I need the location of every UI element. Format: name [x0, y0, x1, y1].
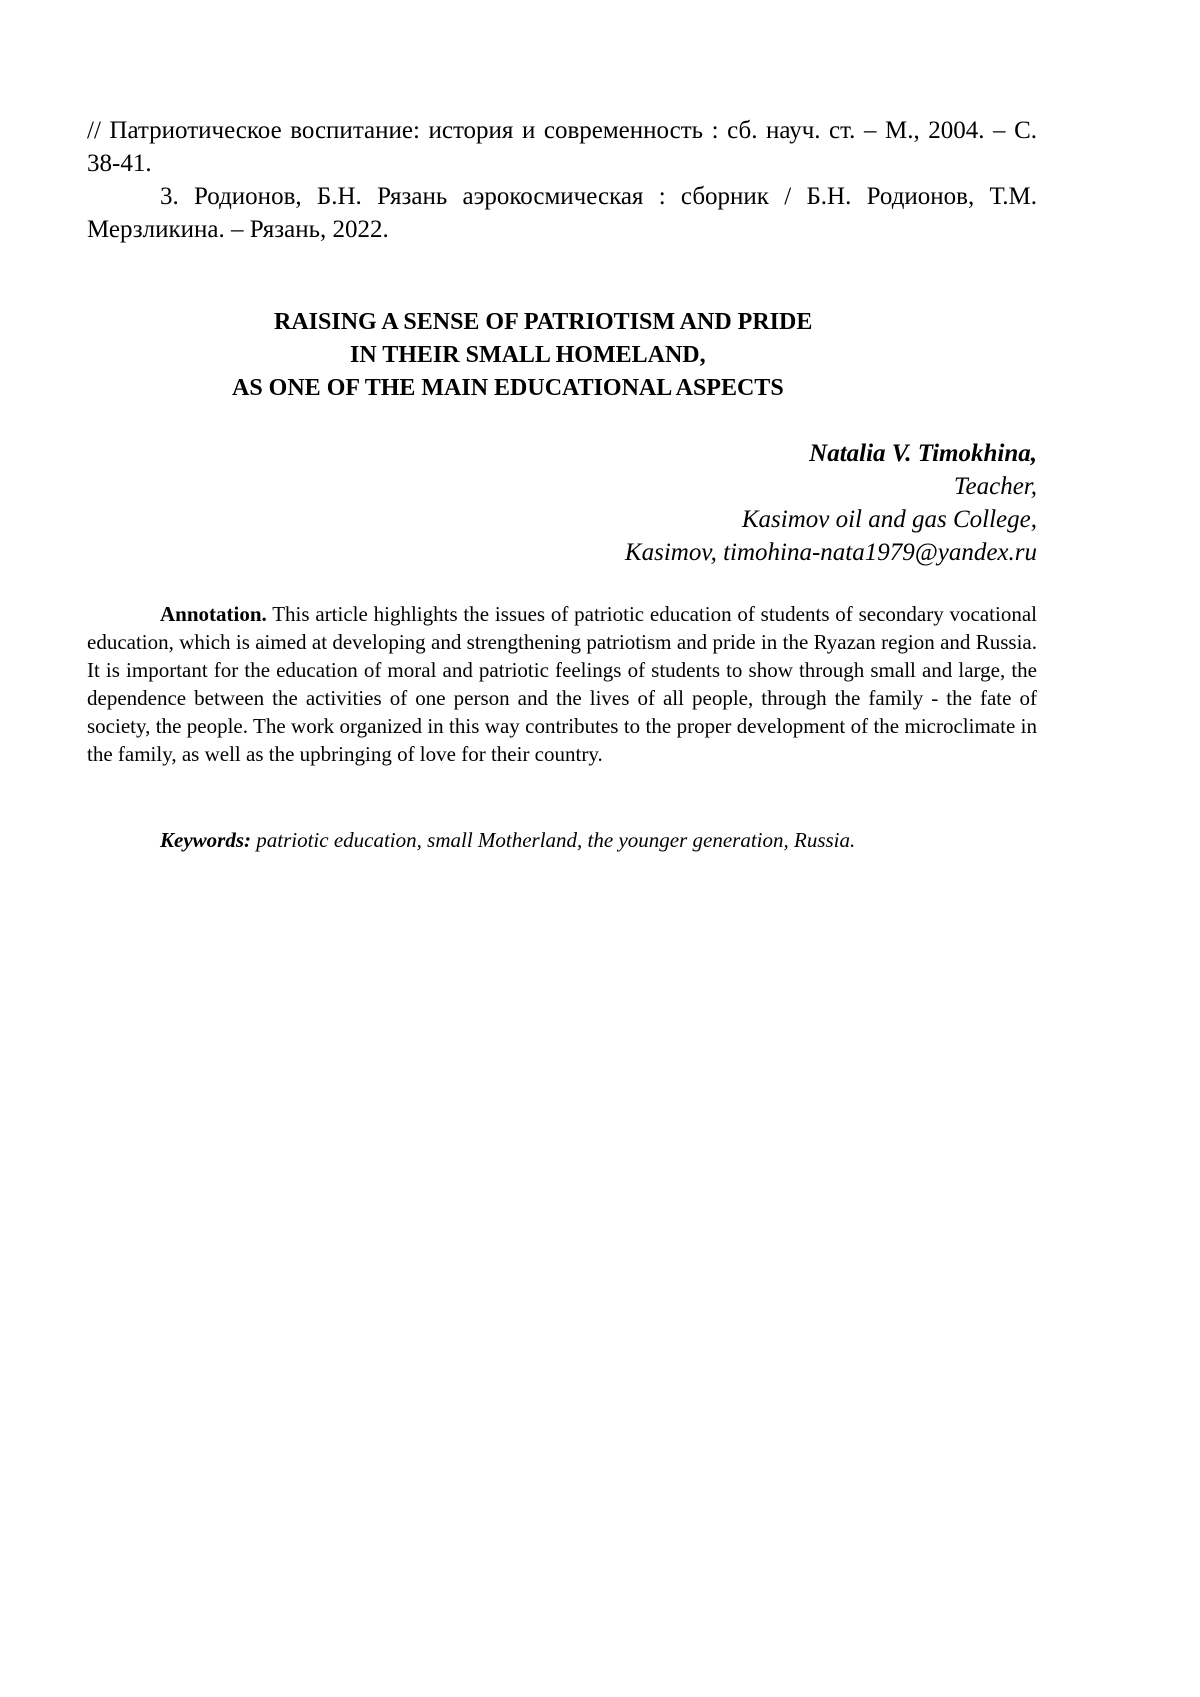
author-location-email: Kasimov, timohina-nata1979@yandex.ru [624, 539, 1037, 566]
keywords-text: patriotic education, small Motherland, the younger generation, Russia. [256, 828, 856, 852]
reference-continuation: // Патриотическое воспитание: история и современность : сб. науч. ст. – М., 2004. – С. 38-41. [87, 117, 1037, 177]
author-position: Teacher, [953, 473, 1037, 500]
title-line-2: IN THEIR SMALL HOMELAND, [350, 342, 706, 368]
title-line-1: RAISING A SENSE OF PATRIOTISM AND PRIDE [274, 309, 813, 335]
keywords-label: Keywords: [160, 828, 251, 852]
author-name: Natalia V. Timokhina, [809, 440, 1037, 467]
author-block [337, 437, 1037, 569]
annotation-paragraph [87, 600, 1037, 768]
author-organization: Kasimov oil and gas College, [741, 506, 1037, 533]
annotation-label: Annotation. [160, 602, 267, 626]
annotation-text: This article highlights the issues of patriotic education of students of secondary vocational education, which is aimed at developing and strengthening patriotism and pride in the Ryazan region and Russia. It is important for the education of moral and patriotic feelings of students to show through small and large, the dependence between the activities of one person and the lives of all people, through the family - the fate of society, the people. The work organized in this way contributes to the proper development of the microclimate in the family, as well as the upbringing of love for their country. [87, 602, 1037, 766]
article-title [87, 306, 1037, 405]
title-line-3: AS ONE OF THE MAIN EDUCATIONAL ASPECTS [232, 375, 784, 401]
keywords-paragraph [87, 826, 1037, 854]
reference-item-3: 3. Родионов, Б.Н. Рязань аэрокосмическая : сборник / Б.Н. Родионов, Т.М. Мерзликина. – Рязань, 2022. [87, 183, 1037, 243]
reference-list [87, 114, 1037, 246]
